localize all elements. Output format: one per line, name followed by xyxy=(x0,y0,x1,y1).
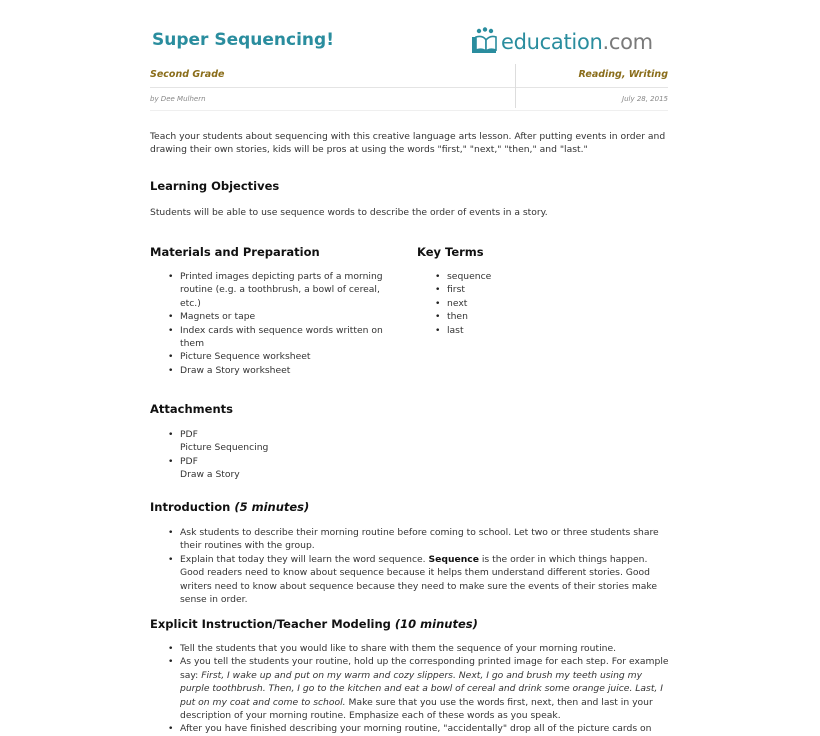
list-item-text: • After you have finished describing your morning routine, "accidentally" drop all of the picture cards on xyxy=(180,723,652,735)
list-item xyxy=(150,642,685,655)
list-item-text xyxy=(180,669,685,682)
list-item-text: sense in order. xyxy=(180,594,248,606)
intro-line: Teach your students about sequencing with this creative language arts lesson. After putting events in order and xyxy=(150,131,666,142)
section-title: Explicit Instruction/Teacher Modeling xyxy=(150,617,391,631)
list-item xyxy=(150,350,400,363)
list-item-text: • Draw a Story worksheet xyxy=(180,364,291,376)
italic-text: put on my coat and come to school. xyxy=(180,696,346,708)
attachments-heading: Attachments xyxy=(150,402,233,416)
list-item-text: description of your morning routine. Emphasize each of these words as you speak. xyxy=(180,710,561,722)
text-run: Explain that today they will learn the word sequence. xyxy=(180,553,429,565)
key-terms-heading: Key Terms xyxy=(417,245,484,259)
list-item-text: • Printed images depicting parts of a morning xyxy=(180,271,383,282)
meta-row-grade xyxy=(150,69,668,80)
grade-label: Second Grade xyxy=(150,69,225,80)
materials-heading: Materials and Preparation xyxy=(150,245,320,259)
list-item-text xyxy=(180,696,685,709)
attachment-link[interactable]: Picture Sequencing xyxy=(180,442,269,454)
intro-line: drawing their own stories, kids will be pros at using the words "first," "next," "then," and "last." xyxy=(150,144,588,156)
list-item-text: • Ask students to describe their morning routine before coming to school. Let two or three students share xyxy=(180,527,659,538)
list-item: • next xyxy=(417,297,617,310)
list-item-text: Good readers need to know about sequence because it helps them understand different stories. Good xyxy=(180,567,650,579)
list-item-text: writers need to know about sequence because they need to make sure the events of their stories make xyxy=(180,580,658,592)
explicit-instruction-heading xyxy=(150,617,478,631)
intro-paragraph xyxy=(150,130,670,157)
section-duration: (5 minutes) xyxy=(234,500,310,514)
materials-list xyxy=(150,270,400,377)
list-item-text: • Tell the students that you would like to share with them the sequence of your morning routine. xyxy=(180,643,617,654)
introduction-heading xyxy=(150,500,309,514)
list-item: • first xyxy=(417,283,617,296)
italic-text: purple toothbrush. Then, I go to the kitchen and eat a bowl of cereal and drink some orange juice. Last, I xyxy=(180,683,663,695)
author-label: by Dee Mulhern xyxy=(150,95,206,103)
list-item-text: them xyxy=(180,338,205,350)
list-item-text: their routines with the group. xyxy=(180,540,315,552)
text-run: say: xyxy=(180,669,202,681)
attachments-list xyxy=(150,428,400,482)
learning-objectives-text: Students will be able to use sequence words to describe the order of events in a story. xyxy=(150,207,548,218)
text-run: is the order in which things happen. xyxy=(478,553,648,565)
key-terms-list xyxy=(417,270,617,337)
attachment-item[interactable] xyxy=(150,428,400,455)
list-item-text: • Index cards with sequence words written on xyxy=(180,324,383,336)
list-item: • then xyxy=(417,310,617,323)
section-title: Introduction xyxy=(150,500,231,514)
divider xyxy=(150,87,668,88)
list-item xyxy=(150,270,400,310)
attachment-type: • PDF xyxy=(180,429,198,440)
list-item-text: routine (e.g. a toothbrush, a bowl of cereal, xyxy=(180,284,380,296)
list-item xyxy=(150,526,680,553)
list-item: • sequence xyxy=(417,270,617,283)
list-item-text xyxy=(180,682,685,695)
list-item-text: • Magnets or tape xyxy=(180,311,256,323)
logo-dotcom-text: .com xyxy=(602,30,653,54)
book-logo-icon xyxy=(466,26,500,58)
subjects-label: Reading, Writing xyxy=(578,69,668,80)
list-item-text xyxy=(180,553,680,566)
list-item xyxy=(150,722,685,735)
logo-wordmark xyxy=(501,30,653,54)
attachment-link[interactable]: Draw a Story xyxy=(180,469,240,481)
bold-term: Sequence xyxy=(428,553,479,565)
page-title: Super Sequencing! xyxy=(152,30,334,50)
learning-objectives-heading: Learning Objectives xyxy=(150,179,280,193)
divider xyxy=(150,110,668,111)
list-item-text: • Picture Sequence worksheet xyxy=(180,351,311,363)
explicit-instruction-list xyxy=(150,642,685,736)
attachment-item[interactable] xyxy=(150,455,400,482)
list-item xyxy=(150,655,685,722)
list-item xyxy=(150,364,400,377)
italic-text: First, I wake up and put on my warm and cozy slippers. Next, I go and brush my teeth using my xyxy=(201,669,643,681)
section-duration: (10 minutes) xyxy=(394,617,478,631)
list-item-text: • As you tell the students your routine, hold up the corresponding printed image for each step. For example xyxy=(180,656,669,668)
text-run: Make sure that you use the words first, next, then and last in your xyxy=(345,696,653,708)
list-item: • last xyxy=(417,324,617,337)
list-item-text: etc.) xyxy=(180,297,201,309)
meta-row-author xyxy=(150,95,668,103)
list-item xyxy=(150,310,400,323)
education-logo[interactable] xyxy=(466,26,653,58)
date-label: July 28, 2015 xyxy=(622,95,668,103)
list-item xyxy=(150,324,400,351)
attachment-type: • PDF xyxy=(180,455,198,467)
logo-main-text: education xyxy=(501,30,603,54)
list-item xyxy=(150,553,680,607)
introduction-list xyxy=(150,526,680,606)
